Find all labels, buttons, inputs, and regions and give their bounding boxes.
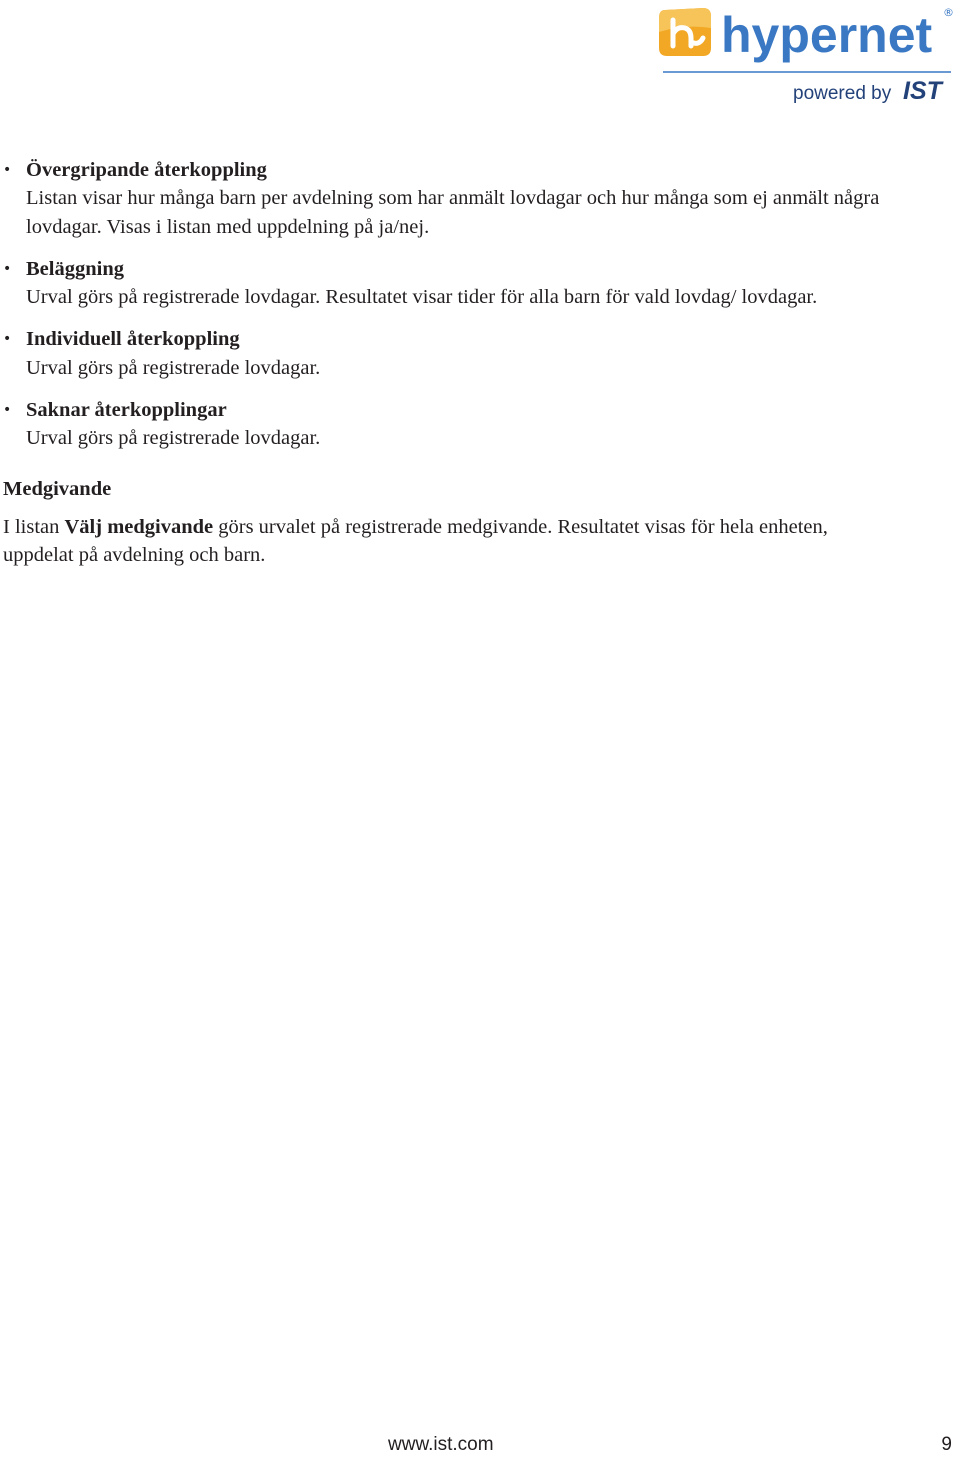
bullet-icon: •: [3, 402, 12, 419]
item-description: Listan visar hur många barn per avdelning som har anmält lovdagar och hur många som ej anmält några lovdagar. Visas i listan med uppdelning på ja/nej.: [26, 187, 880, 238]
item-title: Saknar återkopplingar: [26, 399, 227, 422]
document-body: [3, 156, 883, 570]
report-list: [3, 156, 883, 453]
hypernet-logo: [655, 2, 955, 106]
logo-tagline: powered by: [793, 83, 892, 104]
item-description: Urval görs på registrerade lovdagar. Resultatet visar tider för alla barn för vald lovdag/ lovdagar.: [26, 286, 818, 309]
registered-mark: ®: [943, 6, 954, 19]
page-number: 9: [941, 1434, 952, 1455]
list-item: [3, 325, 883, 382]
list-item: [3, 255, 883, 312]
hypernet-mark-icon: [659, 8, 711, 56]
section-heading: Medgivande: [3, 477, 112, 500]
bullet-icon: •: [3, 162, 12, 178]
logo-tagline-brand: IST: [903, 77, 942, 105]
paragraph-bold-term: Välj medgivande: [64, 515, 214, 538]
item-title: Individuell återkoppling: [26, 328, 240, 351]
item-title: Övergripande återkoppling: [26, 159, 267, 181]
paragraph-suffix: görs urvalet på registrerade medgivande. Resultatet visas för hela enheten, uppdelat på avdelning och barn.: [3, 515, 828, 567]
item-title: Beläggning: [26, 257, 124, 280]
list-item: [3, 156, 883, 241]
item-description: Urval görs på registrerade lovdagar.: [26, 356, 321, 379]
list-item: [3, 396, 883, 453]
paragraph-prefix: I listan: [3, 515, 65, 538]
item-description: Urval görs på registrerade lovdagar.: [26, 427, 321, 450]
footer-url: www.ist.com: [388, 1434, 494, 1455]
bullet-icon: •: [3, 260, 12, 277]
section-paragraph: [3, 513, 883, 570]
bullet-icon: •: [3, 331, 12, 348]
logo-wordmark: hypernet: [721, 7, 933, 63]
